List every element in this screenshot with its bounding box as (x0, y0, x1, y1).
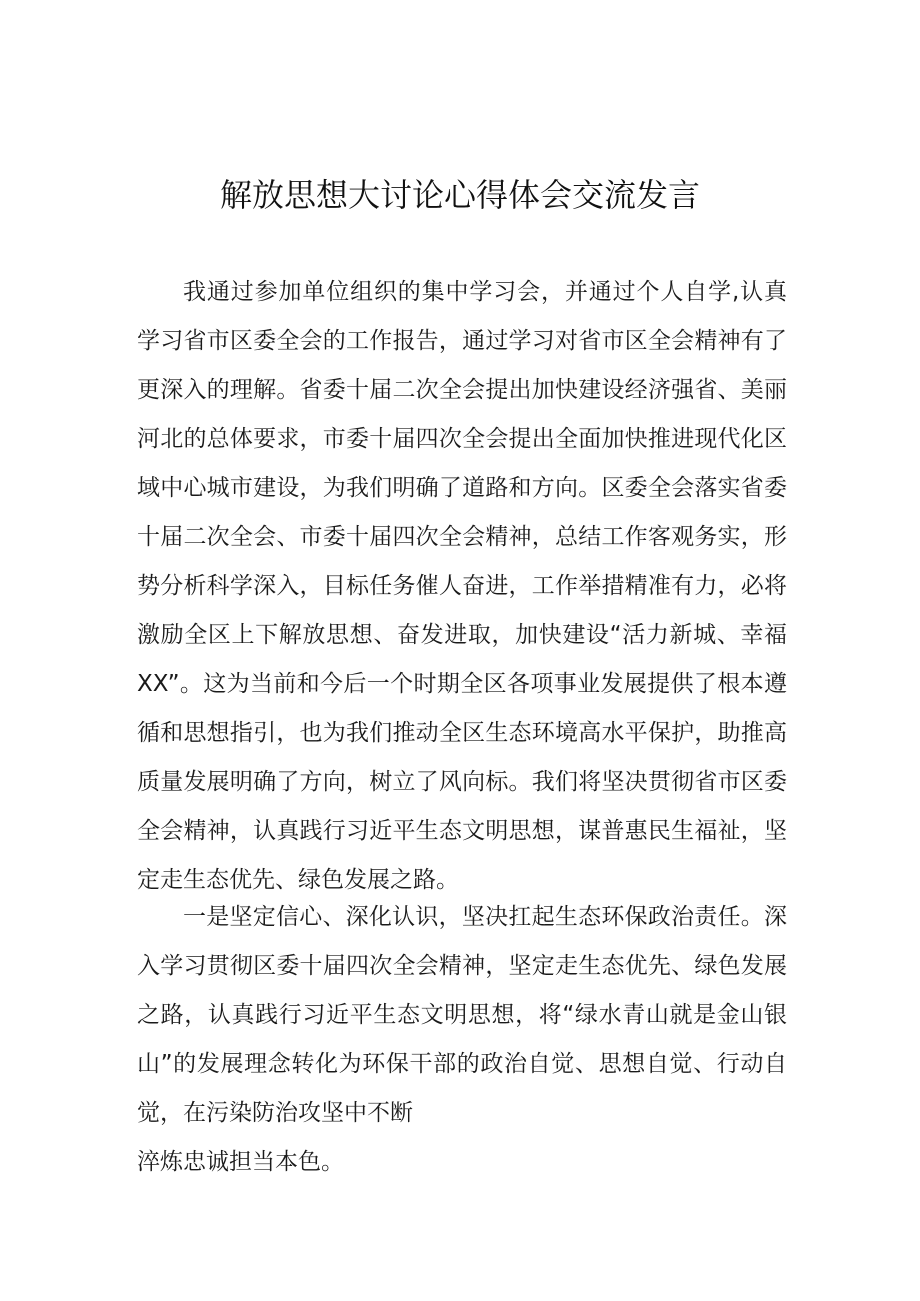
text-line: 十届二次全会、市委十届四次全会精神，总结工作客观务实，形 (137, 524, 787, 550)
text-line: 定走生态优先、绿色发展之路。 (137, 867, 459, 893)
text-line: 势分析科学深入，目标任务催人奋进，工作举措精准有力，必将 (137, 573, 787, 599)
text-line: XX”。这为当前和今后一个时期全区各项事业发展提供了根本遵 (137, 671, 787, 697)
text-line: 激励全区上下解放思想、奋发进取，加快建设“活力新城、幸福 (137, 622, 787, 648)
text-line: 循和思想指引，也为我们推动全区生态环境高水平保护，助推高 (137, 720, 787, 746)
text-line: 更深入的理解。省委十届二次全会提出加快建设经济强省、美丽 (137, 377, 787, 403)
text-line: 一是坚定信心、深化认识，坚决扛起生态环保政治责任。深 (183, 904, 787, 930)
text-line: 淬炼忠诚担当本色。 (137, 1149, 344, 1175)
text-line: 之路，认真践行习近平生态文明思想，将“绿水青山就是金山银 (137, 1002, 787, 1028)
text-line: 域中心城市建设，为我们明确了道路和方向。区委全会落实省委 (137, 475, 787, 501)
text-line: 河北的总体要求，市委十届四次全会提出全面加快推进现代化区 (137, 426, 787, 452)
paragraph-2 (137, 893, 787, 1187)
text-line: 入学习贯彻区委十届四次全会精神，坚定走生态优先、绿色发展 (137, 953, 787, 979)
document-title: 解放思想大讨论心得体会交流发言 (219, 176, 700, 214)
text-line: 觉，在污染防治攻坚中不断 (137, 1100, 413, 1126)
text-line: 学习省市区委全会的工作报告，通过学习对省市区全会精神有了 (137, 328, 787, 354)
paragraph-1 (137, 268, 787, 905)
text-line: 我通过参加单位组织的集中学习会，并通过个人自学,认真 (183, 279, 787, 305)
text-line: 全会精神，认真践行习近平生态文明思想，谋普惠民生福祉，坚 (137, 818, 787, 844)
text-line: 质量发展明确了方向，树立了风向标。我们将坚决贯彻省市区委 (137, 769, 787, 795)
text-line: 山”的发展理念转化为环保干部的政治自觉、思想自觉、行动自 (137, 1051, 787, 1077)
